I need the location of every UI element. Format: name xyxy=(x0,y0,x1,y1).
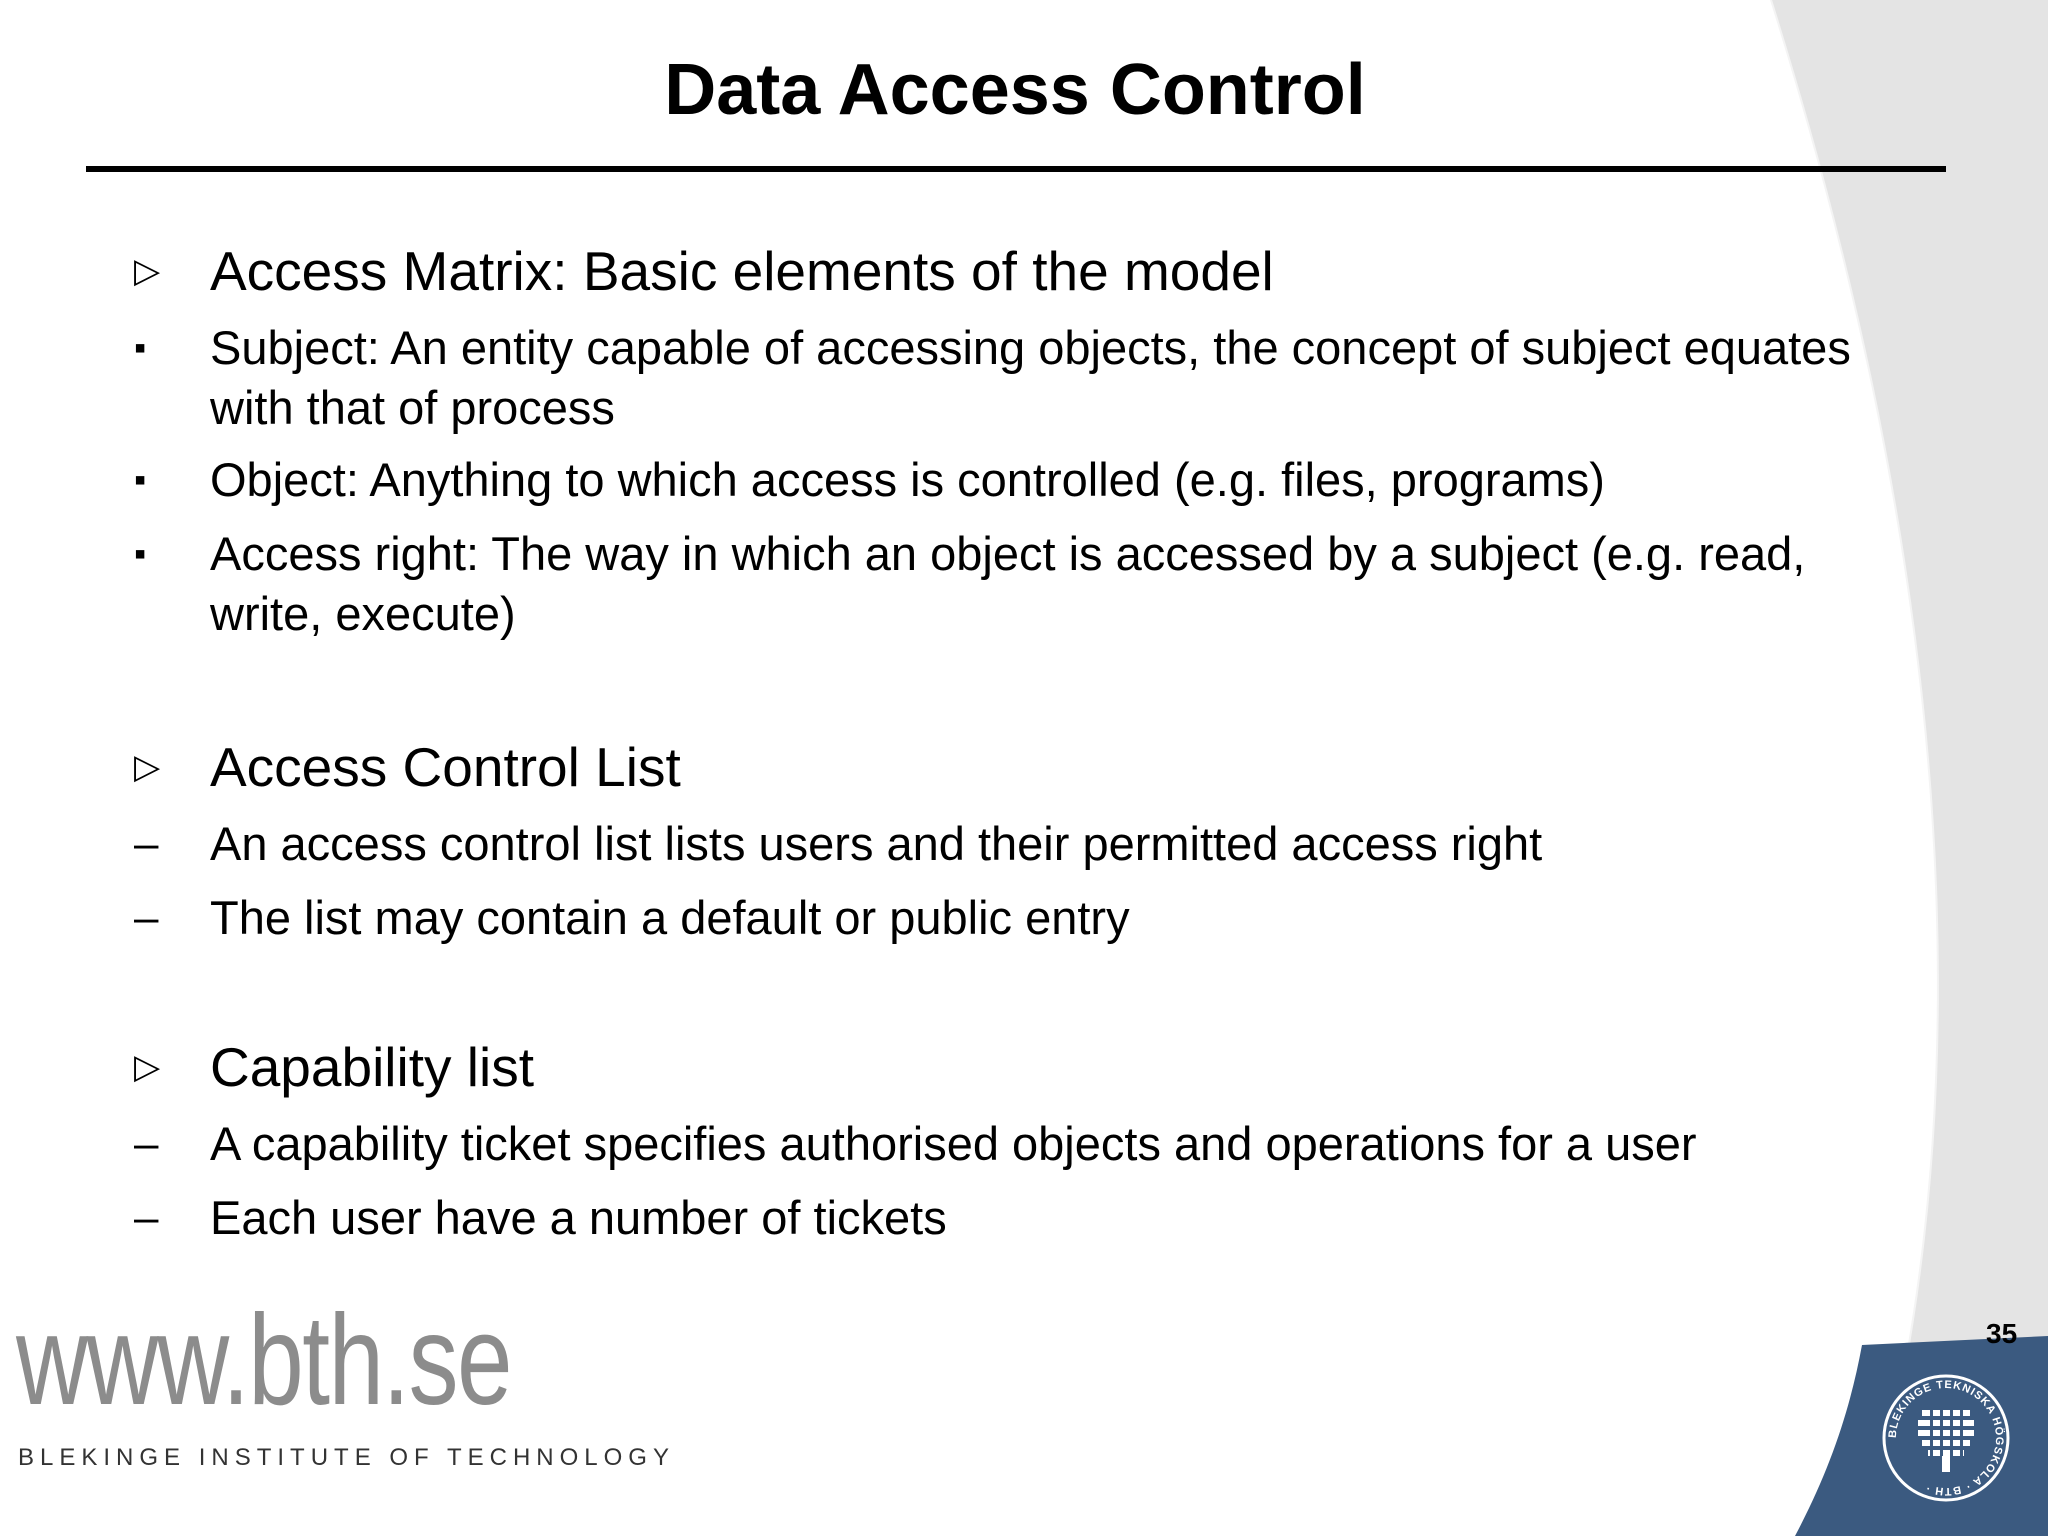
triangle-bullet-icon: ▷ xyxy=(134,748,161,786)
bullet-text: Access Control List xyxy=(210,736,681,798)
square-bullet-icon: ▪ xyxy=(134,461,147,499)
bullet-text: Access right: The way in which an object is accessed by a subject (e.g. read, write, execute) xyxy=(210,527,1806,640)
bth-seal-icon xyxy=(1878,1370,2014,1506)
svg-text:BLEKINGE TEKNISKA HÖGSKOLA · B: BLEKINGE TEKNISKA HÖGSKOLA · BTH · xyxy=(1886,1378,2006,1498)
slide-title: Data Access Control xyxy=(664,50,1366,130)
bullet-text: A capability ticket specifies authorised objects and operations for a user xyxy=(210,1117,1697,1170)
square-bullet-icon: ▪ xyxy=(134,329,147,367)
bullet-text: The list may contain a default or public entry xyxy=(210,891,1130,944)
bullet-text: An access control list lists users and their permitted access right xyxy=(210,817,1543,870)
dash-bullet-icon: – xyxy=(134,1119,159,1168)
dash-bullet-icon: – xyxy=(134,1193,159,1242)
bullet-text: Object: Anything to which access is controlled (e.g. files, programs) xyxy=(210,453,1605,506)
square-bullet-icon: ▪ xyxy=(134,535,147,573)
dash-bullet-icon: – xyxy=(134,819,159,868)
triangle-bullet-icon: ▷ xyxy=(134,252,161,290)
dash-bullet-icon: – xyxy=(134,893,159,942)
bullet-text: Each user have a number of tickets xyxy=(210,1191,947,1244)
triangle-bullet-icon: ▷ xyxy=(134,1048,161,1086)
page-number: 35 xyxy=(1986,1318,2018,1349)
bullet-text: Subject: An entity capable of accessing objects, the concept of subject equates with that of process xyxy=(210,321,1851,434)
bullet-text: Capability list xyxy=(210,1036,535,1098)
bullet-text: Access Matrix: Basic elements of the model xyxy=(210,240,1274,302)
website-logo: www.bth.se xyxy=(16,1289,511,1432)
institute-name: BLEKINGE INSTITUTE OF TECHNOLOGY xyxy=(18,1444,675,1471)
